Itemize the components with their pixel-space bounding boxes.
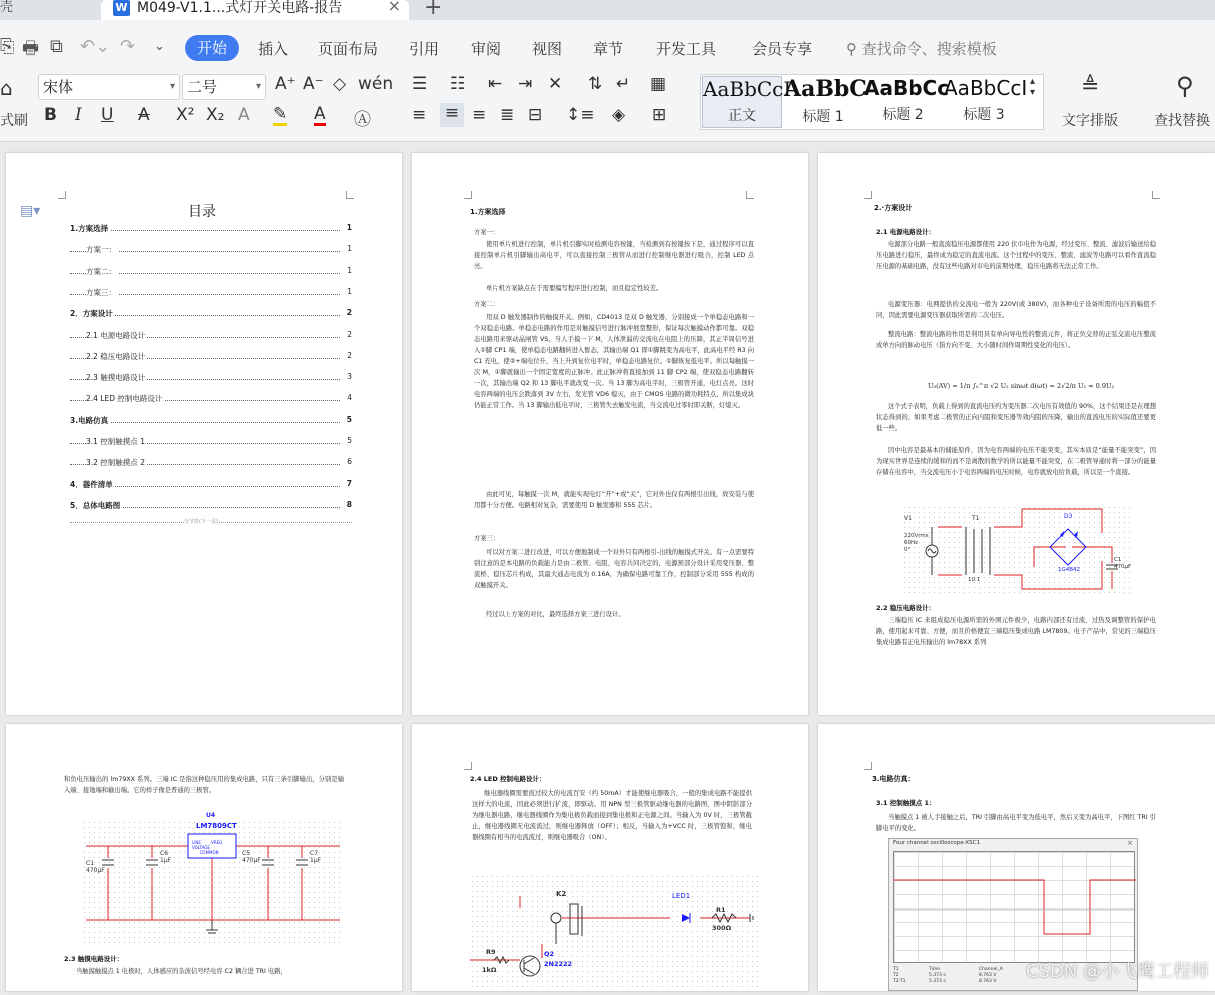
distribute-icon[interactable]: ⊟ [528, 105, 543, 125]
v1-value [904, 533, 929, 554]
r9-value: 1kΩ [482, 966, 497, 974]
toc-entry[interactable] [70, 287, 352, 298]
text-layout-icon[interactable]: ≜ [1081, 74, 1100, 99]
tab-developer[interactable]: 开发工具 [656, 40, 717, 58]
justify-icon[interactable]: ≣ [500, 105, 515, 125]
c1-name: C1 [1114, 557, 1122, 563]
tab-start[interactable]: 开始 [185, 35, 239, 61]
regulator-wires [82, 820, 344, 944]
tri-waveform [894, 852, 1136, 964]
toc-entry-page: 1 [347, 286, 352, 296]
chinese-layout-icon[interactable]: ✕ [548, 74, 563, 94]
format-painter-icon[interactable]: ⌂ [0, 76, 13, 100]
tab-chapter[interactable]: 章节 [593, 40, 624, 58]
readout-cell: T2-T1 [893, 979, 906, 984]
rectifier-formula: U₀(AV) = 1/π ∫₀^π √2 U₂ sinωt d(ωt) = 2√2/π U₂ ≈ 0.9U₂ [928, 382, 1115, 390]
table-icon[interactable]: ▦ [650, 74, 667, 94]
toc-entry[interactable] [70, 500, 352, 511]
c1-value: 470µF [86, 867, 105, 874]
readout-cell: 8.763 V [979, 979, 997, 984]
toc-entry-page: 1 [346, 223, 352, 232]
close-icon[interactable]: × [1127, 839, 1133, 847]
font-size-value: 二号 [187, 78, 218, 96]
style-heading-2-sample: AaBbCc [864, 76, 950, 100]
toc-leader-dots [70, 230, 340, 231]
new-tab-button[interactable]: + [424, 0, 443, 20]
section-break-label: 分节符(下一页) [184, 519, 218, 525]
page-corner-mark [864, 191, 872, 199]
page-corner-mark [464, 762, 472, 770]
pin-common: COMMON [199, 850, 219, 855]
readout-cell: 5.373 s [929, 979, 946, 984]
pin-voltage: VOLTAGE [192, 845, 210, 850]
toc-entry-title: 5．总体电路图 [70, 500, 121, 510]
styles-scroll-icon[interactable]: ▴ ▾ [1030, 76, 1036, 98]
style-heading-3-label: 标题 3 [963, 107, 1005, 123]
phonetic-icon[interactable]: wén [358, 74, 394, 94]
style-normal-label: 正文 [728, 108, 756, 124]
t1-label: T1 [972, 515, 980, 522]
page-2[interactable] [412, 153, 808, 715]
u4-label: U4 [206, 812, 216, 819]
pin-line: LINE [192, 840, 201, 845]
search-icon: ⚲ [846, 40, 862, 58]
c7-value: 1µF [310, 857, 322, 864]
oscilloscope-title: Four channel oscilloscope-XSC1 [893, 840, 980, 846]
scheme2-text: 用双 D 触发器制作的触摸开关。例如，CD4013 是双 D 触发器，分别接成一个单稳态电路和一个双稳态电路。单稳态电路的作用是对触摸信号进行脉冲展宽整形，保证每次触摸动作都可靠。双稳态电路用来驱动晶闸管 VS。当人手摸一下 M，人体泄漏的交流电在电阻上的压降，其正半周信号进入①脚 CP1 端，使单稳态电路翻转进入暂态，其输出端 Q1 即①脚跳变为高电平，此高电平经 R3 向 C1 充电，使②+端电位升，当上升到复位电平时，单稳态电路复位。①脚恢复低电平。所以每触摸一次 M，①脚就输出一个固定宽度的正脉冲。此正脉冲将直接加到 11 脚 CP2 端，使双稳态电路翻转一次，其输出端 Q2 和 13 脚电平就改变一次。当 13 脚为高电平时，三极管开通，电灯点亮。这时电容两端的电压会跌落到 3V 左右，发光管 VD6 熄灭，由于 CMOS 电路的微功耗特点，所以集成块仍能正常工作。当 13 脚输出低电平时，三极管失去触发电流，当交流电过零时即关断，灯熄灭。 [474, 314, 754, 409]
toc-entry-page: 1 [347, 265, 352, 275]
page-3[interactable] [818, 153, 1215, 715]
scheme2-label: 方案二： [474, 301, 500, 308]
tab-document[interactable] [101, 0, 409, 20]
toc-entry[interactable] [70, 330, 352, 341]
pin-vreg: VREG [211, 840, 223, 845]
toc-entry[interactable] [70, 351, 352, 362]
close-tab-icon[interactable]: × [387, 0, 401, 15]
align-center-icon[interactable]: ≡ [440, 103, 464, 127]
show-marks-icon[interactable]: ↵ [616, 74, 631, 94]
heading-led-control: 2.4 LED 控制电路设计： [470, 775, 546, 783]
toc-entry[interactable] [70, 308, 352, 319]
align-left-icon[interactable]: ≡ [412, 105, 427, 125]
page-corner-mark [464, 191, 472, 199]
toc-entry-page: 3 [347, 372, 352, 382]
command-search[interactable] [846, 38, 997, 59]
rectifier-text: 整流电路：整流电路的作用是利用具有单向导电性的整流元件，将正负交替的正弦交流电压整流成单方向的脉动电压（指方向不变、大小随时间作周期性变化的电压）。 [876, 331, 1156, 349]
toc-entry-page: 7 [346, 478, 352, 488]
style-heading-1-sample: AaBbC [784, 76, 867, 102]
c7-label [310, 850, 321, 864]
chevron-down-icon: ▾ [255, 81, 261, 92]
text-effect-icon[interactable]: A [238, 105, 250, 125]
bold-icon[interactable]: B [44, 105, 57, 125]
toc-entry-title: 3.电路仿真 [70, 415, 109, 425]
regulator-schematic [82, 812, 344, 944]
toc-entry-page: 5 [347, 436, 352, 445]
sort-icon[interactable]: ⇅ [588, 74, 603, 94]
q2-label: Q2 [544, 950, 555, 958]
k2-label: K2 [556, 890, 567, 898]
c5-name: C5 [242, 850, 251, 857]
tab-previous-label: 壳 [0, 0, 14, 15]
toc-entry-page: 6 [347, 457, 352, 467]
increase-indent-icon[interactable]: ⇥ [518, 74, 533, 94]
word-doc-icon: W [113, 0, 130, 16]
quick-access-dropdown-icon[interactable]: ⌄ [154, 39, 165, 54]
v1-label: V1 [904, 515, 912, 522]
readout-cell: Time [929, 967, 941, 972]
find-replace-button[interactable]: 查找替换 [1154, 113, 1210, 129]
c1-label [1114, 557, 1131, 571]
c7-name: C7 [310, 850, 319, 857]
shading-icon[interactable]: ◈ [612, 105, 626, 125]
page-1[interactable] [6, 153, 402, 715]
borders-icon[interactable]: ⊞ [652, 105, 667, 125]
bullets-icon[interactable]: ☰ [412, 74, 428, 94]
font-name-select[interactable] [38, 74, 180, 100]
toc-entry-title: 2.2 稳压电路设计 [86, 351, 146, 361]
toc-entry[interactable] [70, 372, 352, 383]
toc-entry[interactable] [70, 223, 352, 234]
c6-value: 1µF [160, 857, 172, 864]
toc-entry[interactable] [70, 457, 352, 468]
r1-label: R1 [716, 906, 726, 914]
led-control-wires [470, 874, 760, 991]
bridge-label: 1G4B42 [1058, 567, 1081, 573]
page-4[interactable] [6, 724, 402, 991]
save-icon[interactable]: ⎘ [0, 36, 15, 57]
watermark: CSDN @小飞鹰工程师 [1025, 961, 1209, 982]
tab-previous[interactable] [0, 0, 13, 20]
c1-label [86, 860, 105, 874]
scheme1-label: 方案一： [474, 229, 500, 236]
toc-entry[interactable] [70, 393, 352, 404]
tab-references[interactable]: 引用 [409, 40, 440, 58]
power-circuit-text: 电源部分电路一般直流稳压电源都使用 220 伏市电作为电源，经过变压、整流、滤波后输送给稳压电路进行稳压，最终成为稳定的直流电流。这个过程中的变压、整流、滤波等电路可以看作直流稳压电源的基础电路，没有这些电路对市电的前期处理，稳压电路将无法正常工作。 [876, 241, 1156, 270]
nav-pane-icon[interactable]: ▤▾ [20, 203, 41, 219]
align-right-icon[interactable]: ≡ [472, 105, 487, 125]
font-color-icon[interactable]: A [314, 104, 326, 124]
c6-label [160, 850, 171, 864]
clear-format-icon[interactable]: ◇ [333, 74, 347, 94]
led-control-schematic [470, 874, 760, 991]
r1-value: 300Ω [712, 924, 732, 932]
strikethrough-icon[interactable]: A [138, 105, 150, 125]
highlight-icon[interactable]: ✎ [273, 104, 288, 124]
page-corner-mark [346, 191, 354, 199]
toc-entry-page: 2 [347, 350, 352, 360]
v1-voltage: 220Vrms [904, 533, 929, 539]
command-search-text: 查找命令、搜索模板 [861, 40, 997, 58]
style-normal[interactable] [702, 76, 792, 128]
decrease-indent-icon[interactable]: ⇤ [488, 74, 503, 94]
page-corner-mark [864, 762, 872, 770]
c1-name: C1 [86, 860, 95, 867]
scheme1-text: 使用单片机进行控制，单片机引脚实时检测电容按键，当检测到有按键按下是，通过程序可以直接控制单片机引脚输出高电平，可以直接控制三极管从而进行控制继电器进行吸合，控制 LED 点亮。 [474, 241, 754, 270]
readout-cell: 5.373 s [929, 973, 946, 978]
heading-simulation: 3.电路仿真： [872, 775, 915, 783]
power-circuit-wires [902, 505, 1134, 595]
toc-entry-page: 1 [347, 244, 352, 254]
rectifier-explanation: 这个式子表明，负载上得到的直流电压约为变压器二次电压有效值的 90%，这个结果还是在理想状态得到的，如果考虑二极管的正向内阻和变压器等效内阻的压降，输出的直流电压的实际值还要更低一些。 [876, 403, 1156, 432]
grow-font-icon[interactable]: A⁺ [275, 74, 296, 94]
regulator-text: 三端稳压 IC 来组成稳压电源所需的外围元件极少，电路内部还有过流、过热及调整管的保护电路，使用起来可靠、方便，而且价格便宜三端稳压集成电路 LM7809。电子产品中，常见的三端稳压集成电路有正电压输出的 lm78XX 系列 [876, 617, 1156, 646]
chip-pins [192, 840, 222, 855]
page-corner-mark [746, 191, 754, 199]
r9-label: R9 [486, 948, 496, 956]
italic-icon[interactable]: I [75, 105, 82, 125]
regulator-continued: 和负电压输出的 lm79XX 系列。三端 IC 是指这种稳压用的集成电路，只有三条引脚输出，分别是输入端、接地端和输出端。它的样子像是普通的三极管。 [64, 776, 344, 794]
tab-page-layout[interactable]: 页面布局 [318, 40, 379, 58]
heading-touch-point-1: 3.1 控制触摸点 1： [876, 799, 936, 807]
c1-value: 470µF [1114, 564, 1132, 570]
c5-label [242, 850, 261, 864]
toc-entry-title: 方案三： [86, 287, 116, 297]
toc-entry[interactable] [70, 244, 352, 255]
style-heading-3-sample: AaBbCcI [944, 76, 1028, 100]
redo-icon[interactable]: ↷ [120, 36, 136, 57]
scheme1-drawback: 单片机方案缺点在于需要编写程序进行控制，而且稳定性较差。 [486, 285, 663, 292]
heading-touch-circuit: 2.3 触摸电路设计： [64, 955, 124, 963]
toc-title: 目录 [188, 204, 216, 220]
scheme3-label: 方案三： [474, 535, 500, 542]
capacitor-text: 因中电容是最基本的储能原件，因为电容两端的电压不能突变，其实本质是“能量不能突变”，因为现实世界是连续的缓和的而不是离散的数学的所以能量不能突变，在二极管导通时将一部分的能量存储在电容中，当交流电压小于电容两端的电压时候，电容就放电给负载，所以是一个直接。 [876, 447, 1156, 476]
toc-entry-title: 1.方案选择 [70, 224, 109, 233]
readout-cell: 8.763 V [979, 973, 997, 978]
find-icon[interactable]: ⚲ [1176, 72, 1194, 100]
toc-entry-page: 2 [346, 308, 352, 318]
style-heading-3[interactable] [944, 76, 1028, 128]
format-painter-label[interactable]: 式刷 [0, 113, 28, 129]
subscript-icon[interactable]: X₂ [206, 105, 225, 125]
c6-name: C6 [160, 850, 169, 857]
toc-entry[interactable] [70, 266, 352, 277]
heading-power-circuit: 2.1 电源电路设计： [876, 228, 936, 236]
tab-member[interactable]: 会员专享 [752, 40, 813, 58]
style-heading-2-label: 标题 2 [882, 107, 924, 123]
print-icon[interactable]: 🖶 [22, 38, 39, 59]
led1-label: LED1 [672, 892, 691, 900]
chip-label: LM7809CT [196, 822, 237, 830]
touch-circuit-text: 当触摸触摸点 1 电极时，人体感应的杂波信号经电容 C2 耦合进 TRI 电路， [76, 968, 287, 975]
toc-entry-page: 5 [346, 414, 352, 424]
undo-icon[interactable]: ↶⌄ [80, 36, 111, 57]
underline-icon[interactable]: U [101, 105, 114, 125]
style-normal-sample: AaBbCcI [703, 77, 792, 101]
page-corner-mark [1152, 191, 1160, 199]
shrink-font-icon[interactable]: A⁻ [303, 74, 324, 94]
toc-entry-title: 2．方案设计 [70, 309, 113, 319]
readout-cell: T2 [893, 973, 899, 978]
scheme3-text: 可以对方案二进行改进，可以方便地制成一个对外只有两根引-出线的触摸式开关。有一点需要特别注意的是本电路的负载能力是由二极管、电阻、电容共同决定的，电源预部分设计采用变压器、整流桥、稳压芯片构成，其最大通态电流为 0.16A，为确保电路可靠工作，控制部分采用 555 构成的双触摸开关。 [474, 549, 754, 589]
toc-entry-title: 3.2 控制触摸点 2 [86, 458, 145, 468]
toc-leader-dots [70, 422, 340, 423]
tab-document-title: M049-V1.1...式灯开关电路-报告 [137, 0, 343, 16]
toc-entry-page: 2 [347, 329, 352, 339]
char-border-icon[interactable]: Ⓐ [354, 110, 371, 130]
readout-cell: T1 [893, 967, 899, 972]
line-spacing-icon[interactable]: ↕≡ [566, 105, 595, 125]
tab-review[interactable]: 审阅 [471, 40, 502, 58]
text-layout-button[interactable]: 文字排版 [1062, 113, 1118, 129]
toc-entry-title: 2.4 LED 控制电路设计 [86, 394, 163, 404]
heading-regulator-circuit: 2.2 稳压电路设计： [876, 604, 936, 612]
style-heading-1[interactable] [784, 76, 867, 128]
toc-entry[interactable] [70, 436, 352, 447]
toc-entry-title: 方案二： [86, 266, 116, 276]
superscript-icon[interactable]: X² [176, 105, 195, 125]
v1-frequency: 60Hz [904, 540, 919, 546]
toc-entry-title: 4．器件清单 [70, 479, 113, 489]
toc-entry-page: 4 [347, 393, 352, 403]
d3-label: D3 [1064, 513, 1073, 520]
t1-ratio: 10:1 [968, 577, 981, 583]
font-name-value: 宋体 [43, 78, 74, 96]
numbering-icon[interactable]: ☷ [450, 74, 466, 94]
toc-entry-title: 方案一： [86, 245, 116, 255]
font-size-select[interactable] [182, 74, 266, 100]
v1-phase: 0° [904, 547, 911, 553]
tab-view[interactable]: 视图 [532, 40, 563, 58]
style-heading-2[interactable] [864, 76, 950, 128]
heading-scheme-design: 2.·方案设计 [874, 204, 913, 212]
page-5[interactable] [412, 724, 808, 991]
toc-entry-title: 3.1 控制触摸点 1 [86, 437, 145, 446]
toc-entry[interactable] [70, 415, 352, 426]
toc-entry-page: 8 [346, 499, 352, 509]
led-control-text: 继电器线圈需要流过较大的电流百安（约 50mA）才能使继电器吸合，一般的集成电路不能提供这样大的电流，因此必须进行扩流，即驱动。用 NPN 型三极管驱动继电器的电路图，图中阴影部分为继电器电路，继电器线圈作为集电极负载而接到集电极和正电源之间。当输入为 0V 时，三极管截止，继电器线圈无电流流过，则继电器释放（OFF）；相反，当输入为+VCC 时，三极管饱和，继电器线圈有相当的电流流过，则继电器吸合（ON）。 [472, 790, 752, 841]
power-circuit-schematic [902, 505, 1134, 595]
toc-entry[interactable] [70, 479, 352, 490]
tab-insert[interactable]: 插入 [258, 40, 289, 58]
page-6[interactable] [818, 724, 1215, 991]
c5-value: 470µF [242, 857, 261, 864]
style-heading-1-label: 标题 1 [802, 109, 844, 125]
heading-scheme-selection: 1.方案选择 [470, 208, 506, 216]
final-choice: 经过以上方案的对比，最终选择方案三进行设计。 [486, 611, 625, 618]
page-corner-mark [58, 191, 66, 199]
oscilloscope-screen [893, 851, 1135, 963]
touch-point-1-text: 当触摸点 1 被人手接触之后，TRI 引脚由高电平变为低电平，然后又变为高电平，下图红 TRI 引脚电平的变化。 [876, 814, 1156, 832]
scheme2-summary: 由此可见，每触摸一次 M，就能实现电灯“开”+或“关”，它对外也仅有两根引出线，故安装与使用都十分方便。电路相对复杂，需要使用 D 触发器和 555 芯片。 [474, 491, 754, 509]
print-preview-icon[interactable]: ⧉ [50, 36, 63, 57]
q2-value: 2N2222 [544, 960, 573, 968]
toc-entry-title: 2.1 电源电路设计 [86, 330, 146, 340]
tab-bar [0, 0, 1215, 20]
chevron-down-icon: ▾ [169, 81, 175, 92]
transformer-text: 电源变压器：电网提供的交流电一般为 220V(或 380V)，而各种电子设备所需的电压的幅值不同，因此需要电源变压器获取所需的二次电压。 [876, 301, 1156, 319]
readout-cell: Channel_A [979, 967, 1003, 972]
toc-entry-title: 2.3 触摸电路设计 [86, 373, 146, 383]
